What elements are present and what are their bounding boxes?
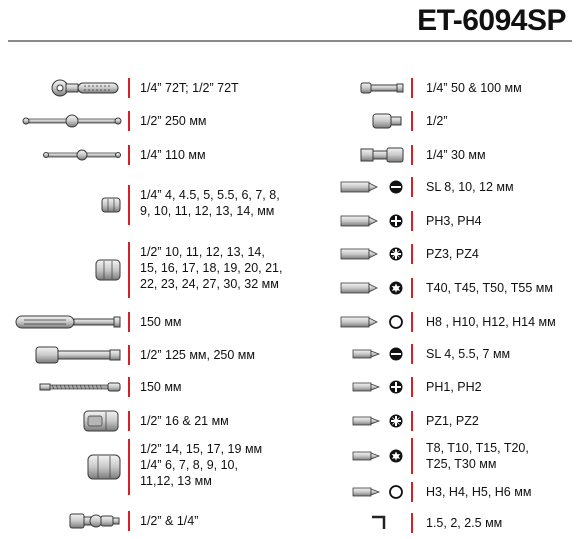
red-separator [411,513,413,533]
red-separator [411,111,413,131]
red-separator [128,185,130,225]
ph-small-bit-icon [351,379,405,395]
red-separator [411,145,413,165]
model-title: ET-6094SP [417,4,566,37]
red-separator [128,377,130,397]
extension-small-icon [359,80,405,96]
universal-joint-icon [68,510,122,532]
red-separator [128,439,130,495]
red-separator [128,111,130,131]
red-separator [411,377,413,397]
pz-small-bit-icon [351,413,405,429]
t-bar-250-icon [22,113,122,129]
item-description: 1/2” & 1/4” [140,514,199,528]
item-description: SL 8, 10, 12 мм [426,180,514,194]
item-description: 150 мм [140,380,182,394]
item-description: H3, H4, H5, H6 мм [426,485,532,499]
item-description: SL 4, 5.5, 7 мм [426,347,511,361]
item-description: T8, T10, T15, T20, T25, T30 мм [426,441,529,471]
hex-bit-icon [339,314,405,330]
item-description: 1/2” 250 мм [140,114,207,128]
red-separator [411,312,413,332]
red-separator [128,345,130,365]
item-description: T40, T45, T50, T55 мм [426,281,553,295]
torx-bit-icon [339,280,405,296]
item-description: PH1, PH2 [426,380,482,394]
item-description: 1/2” [426,114,448,128]
item-description: 1/4” 30 мм [426,148,486,162]
red-separator [411,78,413,98]
item-description: 1/2” 16 & 21 мм [140,414,229,428]
ratchet-icon [50,78,122,98]
pz-bit-icon [339,246,405,262]
red-separator [128,312,130,332]
red-separator [128,78,130,98]
item-description: 1/2” 10, 11, 12, 13, 14, 15, 16, 17, 18, 19, 20, 21, 22, 23, 24, 27, 30, 32 мм [140,245,283,291]
red-separator [411,411,413,431]
item-description: 1/2” 14, 15, 17, 19 мм 1/4” 6, 7, 8, 9, 10, 11,12, 13 мм [140,442,263,488]
ph-bit-icon [339,213,405,229]
hex-key-icon [351,515,405,531]
red-separator [411,344,413,364]
item-description: H8 , H10, H12, H14 мм [426,315,556,329]
bit-holder-icon [359,145,405,165]
deep-socket-icon [86,452,122,482]
red-separator [128,511,130,531]
item-description: 1/2” 125 мм, 250 мм [140,348,255,362]
bit-adapter-icon [371,111,405,131]
flex-extension-icon [38,380,122,394]
red-separator [128,145,130,165]
sl-bit-icon [339,179,405,195]
hex-small-bit-icon [351,484,405,500]
red-separator [411,278,413,298]
red-separator [411,244,413,264]
item-description: 1.5, 2, 2.5 мм [426,516,503,530]
red-separator [411,211,413,231]
item-description: 150 мм [140,315,182,329]
item-description: 1/4” 50 & 100 мм [426,81,522,95]
item-description: 1/4” 110 мм [140,148,206,162]
spark-plug-socket-icon [82,409,122,433]
red-separator [411,482,413,502]
item-description: PH3, PH4 [426,214,482,228]
red-separator [411,438,413,474]
item-description: 1/4” 4, 4.5, 5, 5.5, 6, 7, 8, 9, 10, 11, 12, 13, 14, мм [140,188,280,218]
spinner-handle-icon [14,312,122,332]
torx-small-bit-icon [351,448,405,464]
red-separator [128,411,130,431]
sl-small-bit-icon [351,346,405,362]
red-separator [411,177,413,197]
header-divider [8,40,572,42]
small-socket-icon [100,196,122,214]
extension-bar-icon [34,344,122,366]
large-socket-icon [94,258,122,282]
red-separator [128,242,130,298]
t-bar-110-icon [42,148,122,162]
item-description: PZ1, PZ2 [426,414,479,428]
item-description: 1/4” 72T; 1/2” 72T [140,81,239,95]
item-description: PZ3, PZ4 [426,247,479,261]
